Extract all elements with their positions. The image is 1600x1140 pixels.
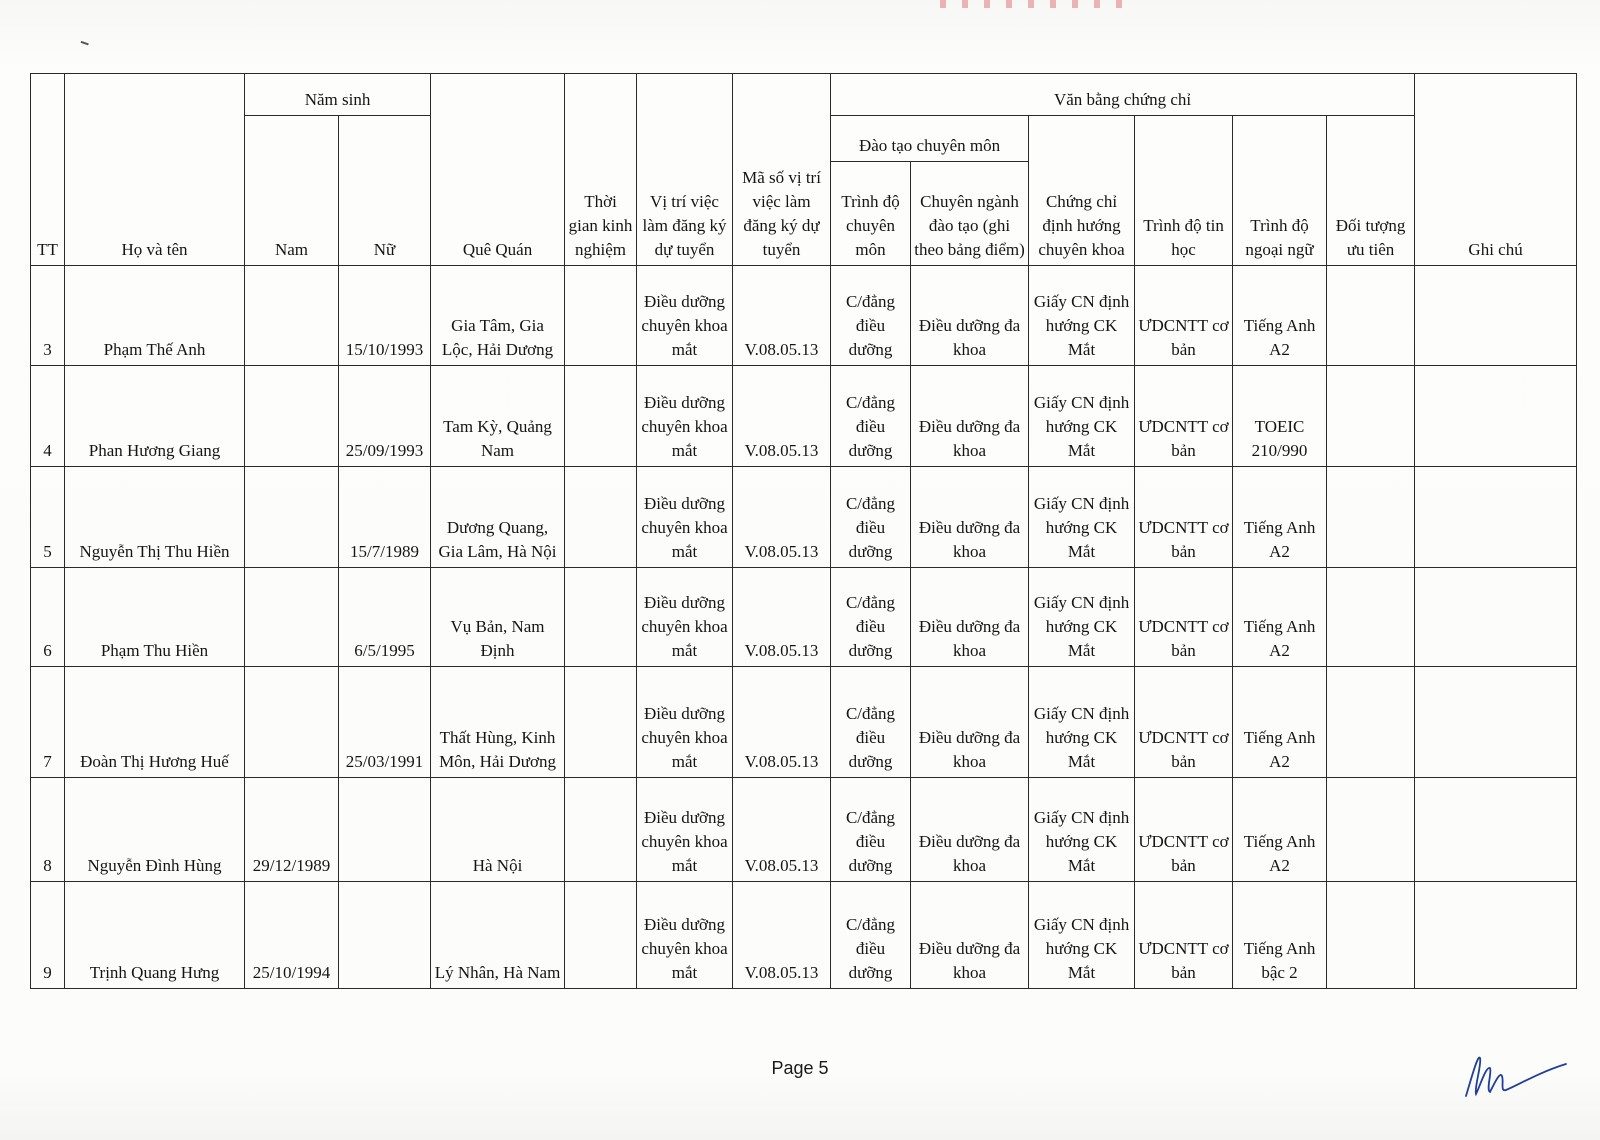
cell-female-dob: 25/03/1991	[339, 667, 431, 778]
cell-professional-level: C/đẳng điều dưỡng	[831, 366, 911, 467]
header-specialty-certificate: Chứng chỉ định hướng chuyên khoa	[1029, 116, 1135, 266]
cell-it-level: ƯDCNTT cơ bản	[1135, 882, 1233, 989]
cell-professional-level: C/đẳng điều dưỡng	[831, 667, 911, 778]
cell-priority	[1327, 778, 1415, 882]
cell-specialty-certificate: Giấy CN định hướng CK Mắt	[1029, 882, 1135, 989]
cell-language-level: Tiếng Anh A2	[1233, 778, 1327, 882]
cell-tt: 9	[31, 882, 65, 989]
cell-male-dob: 29/12/1989	[245, 778, 339, 882]
cell-female-dob: 15/10/1993	[339, 266, 431, 366]
cell-note	[1415, 366, 1577, 467]
header-it-level: Trình độ tin học	[1135, 116, 1233, 266]
cell-position-code: V.08.05.13	[733, 667, 831, 778]
cell-note	[1415, 882, 1577, 989]
cell-professional-level: C/đẳng điều dưỡng	[831, 467, 911, 568]
cell-professional-level: C/đẳng điều dưỡng	[831, 266, 911, 366]
header-professional-training: Đào tạo chuyên môn	[831, 116, 1029, 162]
cell-experience	[565, 467, 637, 568]
cell-experience	[565, 667, 637, 778]
cell-language-level: Tiếng Anh A2	[1233, 667, 1327, 778]
cell-tt: 3	[31, 266, 65, 366]
cell-position-code: V.08.05.13	[733, 266, 831, 366]
cell-priority	[1327, 568, 1415, 667]
table-row	[31, 778, 1577, 882]
cell-priority	[1327, 467, 1415, 568]
cell-position: Điều dưỡng chuyên khoa mắt	[637, 667, 733, 778]
cell-priority	[1327, 882, 1415, 989]
cell-position-code: V.08.05.13	[733, 366, 831, 467]
cell-hometown: Hà Nội	[431, 778, 565, 882]
table-row	[31, 467, 1577, 568]
cell-tt: 7	[31, 667, 65, 778]
cell-name: Đoàn Thị Hương Huế	[65, 667, 245, 778]
cell-note	[1415, 266, 1577, 366]
cell-name: Phạm Thu Hiền	[65, 568, 245, 667]
cell-female-dob: 6/5/1995	[339, 568, 431, 667]
cell-note	[1415, 467, 1577, 568]
signature-mark	[1460, 1046, 1570, 1106]
cell-name: Phan Hương Giang	[65, 366, 245, 467]
cell-female-dob	[339, 882, 431, 989]
cell-name: Nguyễn Đình Hùng	[65, 778, 245, 882]
cell-major: Điều dưỡng đa khoa	[911, 882, 1029, 989]
cell-it-level: ƯDCNTT cơ bản	[1135, 568, 1233, 667]
cell-position: Điều dưỡng chuyên khoa mắt	[637, 366, 733, 467]
cell-position: Điều dưỡng chuyên khoa mắt	[637, 467, 733, 568]
cell-position: Điều dưỡng chuyên khoa mắt	[637, 266, 733, 366]
cell-hometown: Thất Hùng, Kinh Môn, Hải Dương	[431, 667, 565, 778]
cell-name: Phạm Thế Anh	[65, 266, 245, 366]
cell-position-code: V.08.05.13	[733, 882, 831, 989]
cell-professional-level: C/đẳng điều dưỡng	[831, 568, 911, 667]
cell-experience	[565, 778, 637, 882]
cell-male-dob	[245, 667, 339, 778]
cell-tt: 5	[31, 467, 65, 568]
cell-major: Điều dưỡng đa khoa	[911, 467, 1029, 568]
cell-male-dob	[245, 266, 339, 366]
header-birth-year: Năm sinh	[245, 74, 431, 116]
cell-it-level: ƯDCNTT cơ bản	[1135, 366, 1233, 467]
cell-it-level: ƯDCNTT cơ bản	[1135, 778, 1233, 882]
cell-female-dob: 25/09/1993	[339, 366, 431, 467]
cell-specialty-certificate: Giấy CN định hướng CK Mắt	[1029, 568, 1135, 667]
cell-hometown: Vụ Bản, Nam Định	[431, 568, 565, 667]
candidate-table	[30, 73, 1577, 989]
header-female: Nữ	[339, 116, 431, 266]
header-tt: TT	[31, 74, 65, 266]
cell-professional-level: C/đẳng điều dưỡng	[831, 778, 911, 882]
header-position-code: Mã số vị trí việc làm đăng ký dự tuyển	[733, 74, 831, 266]
cell-male-dob: 25/10/1994	[245, 882, 339, 989]
cell-hometown: Dương Quang, Gia Lâm, Hà Nội	[431, 467, 565, 568]
cell-experience	[565, 568, 637, 667]
cell-priority	[1327, 667, 1415, 778]
cell-experience	[565, 366, 637, 467]
cell-tt: 8	[31, 778, 65, 882]
cell-language-level: Tiếng Anh bậc 2	[1233, 882, 1327, 989]
cell-note	[1415, 667, 1577, 778]
cell-it-level: ƯDCNTT cơ bản	[1135, 266, 1233, 366]
table-row	[31, 266, 1577, 366]
header-professional-level: Trình độ chuyên môn	[831, 162, 911, 266]
cell-hometown: Gia Tâm, Gia Lộc, Hải Dương	[431, 266, 565, 366]
table-row	[31, 882, 1577, 989]
cell-professional-level: C/đẳng điều dưỡng	[831, 882, 911, 989]
table-row	[31, 568, 1577, 667]
cell-note	[1415, 778, 1577, 882]
header-hometown: Quê Quán	[431, 74, 565, 266]
header-full-name: Họ và tên	[65, 74, 245, 266]
cell-male-dob	[245, 467, 339, 568]
cell-name: Nguyễn Thị Thu Hiền	[65, 467, 245, 568]
cell-hometown: Tam Kỳ, Quảng Nam	[431, 366, 565, 467]
cell-name: Trịnh Quang Hưng	[65, 882, 245, 989]
cell-it-level: ƯDCNTT cơ bản	[1135, 467, 1233, 568]
header-major: Chuyên ngành đào tạo (ghi theo bảng điểm)	[911, 162, 1029, 266]
cell-major: Điều dưỡng đa khoa	[911, 667, 1029, 778]
cell-female-dob	[339, 778, 431, 882]
header-certificates: Văn bằng chứng chỉ	[831, 74, 1415, 116]
table-row	[31, 667, 1577, 778]
cell-position-code: V.08.05.13	[733, 568, 831, 667]
page-number: Page 5	[771, 1058, 829, 1078]
cell-specialty-certificate: Giấy CN định hướng CK Mắt	[1029, 266, 1135, 366]
cell-major: Điều dưỡng đa khoa	[911, 568, 1029, 667]
cell-language-level: TOEIC 210/990	[1233, 366, 1327, 467]
table-body	[31, 266, 1577, 989]
cell-female-dob: 15/7/1989	[339, 467, 431, 568]
header-position: Vị trí việc làm đăng ký dự tuyển	[637, 74, 733, 266]
cell-experience	[565, 266, 637, 366]
cell-language-level: Tiếng Anh A2	[1233, 568, 1327, 667]
cell-position: Điều dưỡng chuyên khoa mắt	[637, 882, 733, 989]
cell-it-level: ƯDCNTT cơ bản	[1135, 667, 1233, 778]
cell-position-code: V.08.05.13	[733, 778, 831, 882]
header-experience: Thời gian kinh nghiệm	[565, 74, 637, 266]
cell-tt: 4	[31, 366, 65, 467]
cell-position: Điều dưỡng chuyên khoa mắt	[637, 778, 733, 882]
header-language-level: Trình độ ngoại ngữ	[1233, 116, 1327, 266]
stamp-marks	[940, 0, 1130, 8]
cell-major: Điều dưỡng đa khoa	[911, 778, 1029, 882]
header-male: Nam	[245, 116, 339, 266]
cell-major: Điều dưỡng đa khoa	[911, 366, 1029, 467]
cell-male-dob	[245, 568, 339, 667]
cell-male-dob	[245, 366, 339, 467]
table-row	[31, 366, 1577, 467]
cell-specialty-certificate: Giấy CN định hướng CK Mắt	[1029, 667, 1135, 778]
cell-priority	[1327, 266, 1415, 366]
cell-hometown: Lý Nhân, Hà Nam	[431, 882, 565, 989]
header-priority: Đối tượng ưu tiên	[1327, 116, 1415, 266]
cell-specialty-certificate: Giấy CN định hướng CK Mắt	[1029, 778, 1135, 882]
cell-note	[1415, 568, 1577, 667]
cell-language-level: Tiếng Anh A2	[1233, 266, 1327, 366]
cell-specialty-certificate: Giấy CN định hướng CK Mắt	[1029, 467, 1135, 568]
cell-major: Điều dưỡng đa khoa	[911, 266, 1029, 366]
cell-position: Điều dưỡng chuyên khoa mắt	[637, 568, 733, 667]
cell-language-level: Tiếng Anh A2	[1233, 467, 1327, 568]
header-note: Ghi chú	[1415, 74, 1577, 266]
cell-specialty-certificate: Giấy CN định hướng CK Mắt	[1029, 366, 1135, 467]
cell-experience	[565, 882, 637, 989]
cell-priority	[1327, 366, 1415, 467]
cell-tt: 6	[31, 568, 65, 667]
cell-position-code: V.08.05.13	[733, 467, 831, 568]
